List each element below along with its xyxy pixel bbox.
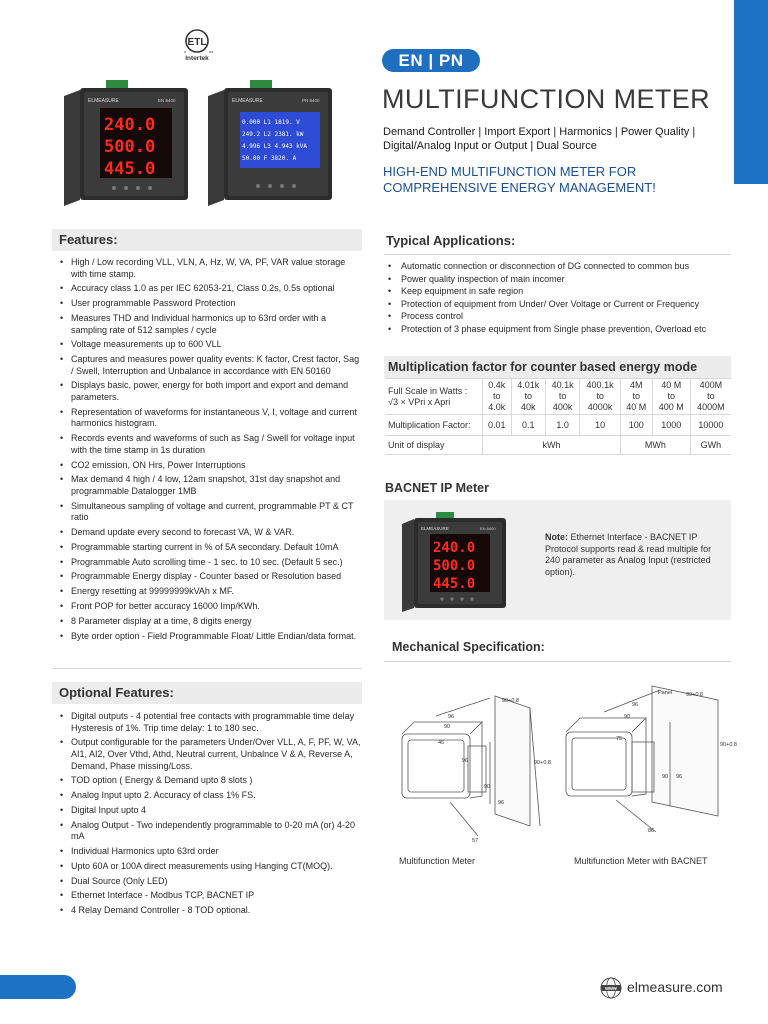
bacnet-led-row-1: 240.0 [433,540,476,556]
mf-value-cell: 1.0 [545,415,579,436]
feature-item: • Max demand 4 high / 4 low, 12am snapshot, 31st day snapshot and programmable Datalogger 1MB [57,474,362,497]
dim-90-r: 90 [624,714,631,720]
optional-feature-item: • Output configurable for the parameters Under/Over VLL, A, F, PF, W, VA, AI1, AI2, Over Vthd, Athd, Neutral current, Unbalnce V & A, Reverse A, Demand, Phase missing/Loss. [57,737,362,772]
lcd-meter-model: PN 8400 [302,98,320,103]
product-subtitle: Demand Controller | Import Export | Harmonics | Power Quality | Digital/Analog Input or Output | Dual Source [383,126,696,152]
bacnet-heading: BACNET IP Meter [385,481,489,495]
feature-item: • Representation of waveforms for instantaneous V, I, voltage and current harmonics histogram. [57,407,362,430]
mechanical-divider [384,661,731,662]
dim-panel-top: 90+0.8 [502,698,519,704]
feature-item: • Front POP for better accuracy 16000 Imp/KWh. [57,601,362,613]
mf-label: Multiplication Factor: [385,415,483,436]
feature-item: • High / Low recording VLL, VLN, A, Hz, W, VA, PF, VAR value storage with time stamp. [57,257,362,280]
feature-item: • Voltage measurements up to 600 VLL [57,339,362,351]
svg-text:us: us [209,49,214,54]
caption-multifunction-meter-bacnet: Multifunction Meter with BACNET [574,856,708,866]
dim-57: 57 [472,838,479,844]
svg-text:c: c [184,49,186,54]
range-cell: 4.01k to 40k [511,379,545,415]
etl-mark: ETL [187,37,207,48]
bacnet-meter-brand: ELMEASURE [421,526,449,531]
applications-heading: Typical Applications: [386,233,516,248]
dim-90-side: 90 [484,784,491,790]
tagline-line-2: COMPREHENSIVE ENERGY MANAGEMENT! [383,180,656,195]
feature-item: • Captures and measures power quality events: K factor, Crest factor, Sag / Swell, Interruption and Unbalance in accordance with EN 50160 [57,354,362,377]
application-item: • Automatic connection or disconnection of DG connected to common bus [384,260,731,273]
feature-item: • Measures THD and Individual harmonics up to 63rd order with a sampling rate of 512 samples / cycle [57,313,362,336]
applications-divider [384,254,731,255]
range-cell: 0.4k to 4.0k [483,379,512,415]
bacnet-note [545,532,725,578]
intertek-label: Intertek [185,55,209,62]
application-item: • Keep equipment in safe region [384,285,731,298]
dim-86: 86 [648,828,655,834]
mechanical-drawing-right [560,676,737,844]
multiplication-factor-table [385,378,731,455]
applications-list [384,260,731,336]
application-item: • Process control [384,310,731,323]
full-scale-label: Full Scale in Watts : [388,385,468,396]
etl-certification-logo [176,27,220,67]
optional-feature-item: • Individual Harmonics upto 63rd order [57,846,362,858]
bottom-left-blue-pill [0,975,76,999]
unit-cell: kWh [483,436,621,455]
caption-multifunction-meter: Multifunction Meter [399,856,476,866]
table-row [385,415,731,436]
application-item: • Power quality inspection of main incomer [384,273,731,286]
bacnet-led-row-3: 445.0 [433,576,476,592]
led-digit-row-3: 445.0 [104,159,156,179]
led-meter-brand: ELMEASURE [88,98,119,104]
feature-item: • Energy resetting at 99999999kVAh x MF. [57,586,362,598]
unit-cell: GWh [690,436,731,455]
led-digit-row-2: 500.0 [104,137,156,157]
range-cell: 4M to 40 M [620,379,652,415]
tagline-line-1: HIGH-END MULTIFUNCTION METER FOR [383,164,637,179]
feature-item: • Simultaneous sampling of voltage and current, programmable PT & CT ratio [57,501,362,524]
features-divider [52,668,362,669]
bacnet-note-label: Note: [545,532,568,542]
dim-96-right: 96 [498,800,505,806]
range-cell: 40 M to 400 M [652,379,690,415]
mf-value-cell: 0.01 [483,415,512,436]
tagline [383,164,723,196]
full-scale-label-cell [385,379,483,415]
feature-item: • 8 Parameter display at a time, 8 digits energy [57,616,362,628]
optional-feature-item: • Digital Input upto 4 [57,805,362,817]
lcd-meter-brand: ELMEASURE [232,98,263,104]
optional-features-list [57,711,362,920]
optional-feature-item: • 4 Relay Demand Controller - 8 TOD optional. [57,905,362,917]
mf-value-cell: 100 [620,415,652,436]
multiplication-factor-heading: Multiplication factor for counter based energy mode [384,356,731,378]
mf-value-cell: 10 [580,415,621,436]
feature-item: • Displays basic, power, energy for both import and export and demand parameters. [57,380,362,403]
optional-feature-item: • TOD option ( Energy & Demand upto 8 slots ) [57,775,362,787]
lcd-line-2: 249.2 L2 2381. kW [242,131,304,138]
globe-icon [600,977,622,999]
mechanical-drawing-left [390,676,560,844]
features-list [57,257,362,645]
range-cell: 400M to 4000M [690,379,731,415]
optional-feature-item: • Digital outputs - 4 potential free contacts with programmable time delay Hysteresis of 1%. Trip time delay: 1 to 180 sec. [57,711,362,734]
bacnet-meter-photo [400,510,510,614]
feature-item: • Byte order option - Field Programmable Float/ Little Endian/data format. [57,631,362,643]
feature-item: • Accuracy class 1.0 as per IEC 62053-21, Class 0.2s, 0.5s optional [57,283,362,295]
led-meter-model: EN 8400 [158,98,176,103]
lcd-line-3: 4.996 L3 4.943 kVA [242,143,308,150]
optional-feature-item: • Analog Input upto 2. Accuracy of class 1% FS. [57,790,362,802]
mf-value-cell: 10000 [690,415,731,436]
series-badge: EN | PN [382,49,480,72]
feature-item: • Demand update every second to forecast VA, W & VAR. [57,527,362,539]
mf-value-cell: 1000 [652,415,690,436]
bacnet-led-row-2: 500.0 [433,558,476,574]
dim-96: 96 [448,714,455,720]
page-title: MULTIFUNCTION METER [382,84,711,114]
dim-46: 46 [438,740,445,746]
features-heading: Features: [52,229,362,251]
range-cell: 400.1k to 4000k [580,379,621,415]
dim-96-r2: 96 [676,774,683,780]
table-row [385,436,731,455]
unit-label: Unit of display [385,436,483,455]
optional-features-heading: Optional Features: [52,682,362,704]
dim-panel-side: 90+0.8 [534,760,551,766]
range-cell: 40.1k to 400k [545,379,579,415]
full-scale-formula: √3 × VPri x Apri [388,396,451,407]
feature-item: • CO2 emission, ON Hrs, Power Interruptions [57,460,362,472]
led-meter-photo [62,78,192,210]
application-item: • Protection of 3 phase equipment from Single phase prevention, Overload etc [384,323,731,336]
dim-96-side: 96 [462,758,469,764]
footer-website-link[interactable]: elmeasure.com [627,979,723,995]
feature-item: • Programmable starting current in % of 5A secondary. Default 10mA [57,542,362,554]
dim-panel-top-r: Panel [658,690,673,696]
optional-feature-item: • Dual Source (Only LED) [57,876,362,888]
unit-cell: MWh [620,436,690,455]
dim-panel-top-r2: 90+0.8 [686,692,703,698]
mechanical-heading: Mechanical Specification: [392,640,545,654]
dim-panel-side-r: 90+0.8 [720,742,737,748]
lcd-line-4: 50.00 F 3820. A [242,155,297,162]
dim-90: 90 [444,724,451,730]
bacnet-meter-model: EN 8400 [480,526,496,531]
mf-value-cell: 0.1 [511,415,545,436]
optional-feature-item: • Upto 60A or 100A direct measurements using Hanging CT(MOQ). [57,861,362,873]
lcd-meter-photo [206,78,336,210]
table-row [385,379,731,415]
dim-96-r: 96 [632,702,639,708]
lcd-line-1: 0.000 L1 1819. V [242,119,300,126]
dim-90-r2: 90 [662,774,669,780]
optional-feature-item: • Ethernet Interface - Modbus TCP, BACNET IP [57,890,362,902]
optional-feature-item: • Analog Output - Two independently programmable to 0-20 mA (or) 4-20 mA [57,820,362,843]
bacnet-note-text: Ethernet Interface - BACNET IP Protocol supports read & read multiple for 240 parameter as Analog Input (restricted option). [545,532,712,577]
application-item: • Protection of equipment from Under/ Over Voltage or Current or Frequency [384,298,731,311]
feature-item: • Programmable Auto scrolling time - 1 sec. to 10 sec. (Default 5 sec.) [57,557,362,569]
feature-item: • User programmable Password Protection [57,298,362,310]
feature-item: • Programmable Energy display - Counter based or Resolution based [57,571,362,583]
www-label: www [605,986,617,992]
feature-item: • Records events and waveforms of such as Sag / Swell for voltage input with the time stamp in 1s duration [57,433,362,456]
led-digit-row-1: 240.0 [104,115,156,135]
dim-75: 75 [616,736,623,742]
top-right-blue-strip [734,0,768,184]
